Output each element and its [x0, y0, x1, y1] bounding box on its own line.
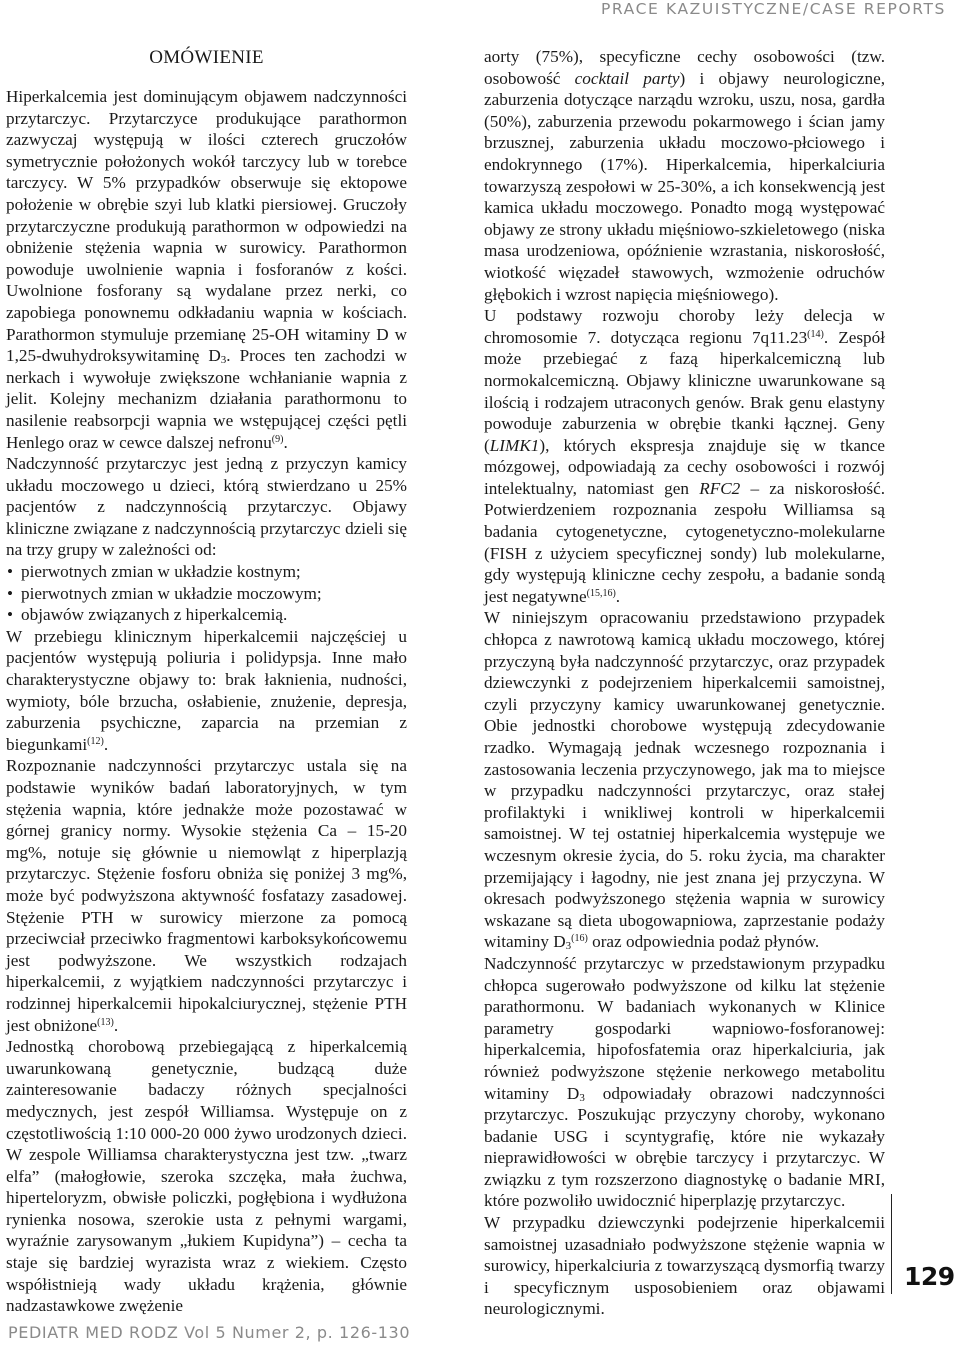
- text-span: .: [103, 734, 109, 754]
- text-span: .: [113, 1015, 119, 1035]
- citation-ref: (16): [571, 933, 588, 945]
- right-column: [484, 46, 885, 1320]
- list-item: • pierwotnych zmian w układzie moczowym;: [6, 583, 407, 605]
- subscript: 3: [220, 354, 227, 367]
- text-span: .: [615, 586, 621, 606]
- left-column: [6, 44, 407, 1317]
- citation-ref: (12): [87, 735, 104, 747]
- list-item: • objawów związanych z hiperkalcemią.: [6, 604, 407, 626]
- text-span: odpowiadały obrazowi nadczynności przytarczyc. Poszukując przyczyny choroby, wykonano badanie USG i scyntygrafię, które nie wykazały nieprawidłowości w obrębie tarczycy i przytarczyc. W związku z tym rozszerzono diagnostykę o badanie MRI, które pozwoliło uwidocznić hiperplazję przytarczyc.: [484, 1083, 885, 1211]
- paragraph-cases-intro: [484, 607, 885, 953]
- subscript: 3: [565, 940, 572, 953]
- text-span: Rozpoznanie nadczynności przytarczyc ustala się na podstawie wyników badań laboratoryjnych, w tym stężenia wapnia, które jednakże może pozostawać w górnej granicy normy. Wysokie stężenia Ca – 15-20 mg%, notuje się głównie u niemowląt z hiperplazją przytarczyc. Stężenie fosforu obniża się poniżej 3 mg%, może być podwyższona aktywność fosfatazy zasadowej. Stężenie PTH w surowicy mierzone za pomocą przeciwciał przeciwko fragmentowi karboksykońcowemu jest podwyższone. We wszystkich rodzajach hiperkalcemii, z wyjątkiem nadczynności przytarczyc i rodzinnej hiperkalcemii hipokalciurycznej, stężenie PTH jest obniżone: [6, 756, 407, 1035]
- text-span: aorty (75%), specyficzne cechy osobowości (tzw. osobowość: [484, 47, 885, 88]
- citation-ref: (15,16): [586, 587, 616, 599]
- symptom-group-list: [6, 561, 407, 626]
- text-span: U podstawy rozwoju choroby leży delecja w chromosomie 7. dotycząca regionu 7q11.23: [484, 306, 885, 347]
- paragraph-williams-syndrome: Jednostką chorobową przebiegającą z hiperkalcemią uwarunkowaną genetycznie, budzącą duże zainteresowanie badaczy różnych specjalności medycznych, jest zespół Williamsa. Występuje on z częstotliwością 1:10 000-20 000 żywo urodzonych dzieci. W zespole Williamsa charakterystyczna jest tzw. „twarz elfa” (małogłowie, szeroka szczęka, mała żuchwa, hiperteloryzm, obwisłe policzki, pogłębiona i wydłużona rynienka nosowa, szerokie usta z pełnymi wargami, wyraźnie zarysowanym „łukiem Kupidyna”) – cecha ta staje się bardziej wyrazista wraz z wiekiem. Często współistnieją wady układu krążenia, głównie nadzastawkowe zwężenie: [6, 1037, 407, 1316]
- text-span: ), których ekspresja znajduje się w tkance mózgowej, odpowiadają za cechy osobowości i rozwój intelektualny, natomiast gen: [484, 435, 885, 498]
- text-span: – za niskorosłość. Potwierdzeniem rozpoznania zespołu Williamsa są badania cytogenetyczne, cytogenetyczno-molekularne (FISH z użyciem specyficznej sondy) lub molekularne, gdy występują kliniczne cechy zespołu, a badanie sondą jest negatywne: [484, 478, 885, 606]
- text-span: . Proces ten zachodzi w nerkach i wywołuje zwiększone wchłanianie wapnia z jelit. Kolejny mechanizm działania parathormonu to nasilenie reabsorpcji wapnia we wstępującej części pętli Henlego oraz w cewce dalszej nefronu: [6, 346, 407, 452]
- text-span: .: [283, 432, 288, 452]
- text-span: W niniejszym opracowaniu przedstawiono przypadek chłopca z nawrotową kamicą układu moczowego, której przyczyną była nadczynność przytarczyc, oraz przypadek dziewczynki z podejrzeniem hiperkalcemii samoistnej, czyli przyczyny kamicy uwarunkowanej genetycznie. Obie jednostki chorobowe występują zdecydowanie rzadko. Wymagają jednak wczesnego rozpoznania i zastosowania leczenia przyczynowego, jak ma to miejsce w przypadku nadczynności przytarczyc, oraz stałej profilaktyki i wnikliwej kontroli w hiperkalcemii samoistnej. W tej ostatniej hiperkalcemia występuje we wczesnym okresie życia, do 5. roku życia, ma charakter przemijający i łagodny, nie jest znana jej przyczyna. W okresach podwyższonego stężenia wapnia w surowicy wskazane są dieta ubogowapniowa, zaprzestanie podaży witaminy D: [484, 608, 885, 952]
- paragraph-symptoms: [6, 626, 407, 756]
- citation-ref: (9): [271, 433, 284, 445]
- citation-ref: (13): [97, 1016, 114, 1028]
- paragraph-williams-features: [484, 46, 885, 305]
- running-head: PRACE KAZUISTYCZNE/CASE REPORTS: [600, 0, 946, 18]
- gene-name: RFC2: [699, 478, 741, 498]
- text-span: ) i objawy neurologiczne, zaburzenia dotyczące narządu wzroku, uszu, nosa, gardła (50%), zaburzenia przewodu pokarmowego i ścian jamy brzusznej, zaburzenia układu moczowo-płciowego i endokrynnego (17%). Hiperkalcemia, hiperkalciuria towarzyszą zespołowi w 25-30%, a ich konsekwencją jest kamica układu moczowego. Ponadto mogą występować objawy ze strony układu mięśniowo-szkieletowego (niska masa urodzeniowa, opóźnienie wzrastania, niskorosłość, wiotkość więzadeł stawowych, wzmożenie odruchów głębokich i wzrost napięcia mięśniowego).: [484, 68, 885, 304]
- footer-citation: PEDIATR MED RODZ Vol 5 Numer 2, p. 126-130: [8, 1323, 411, 1342]
- paragraph-pathophysiology: [6, 86, 407, 453]
- paragraph-diagnosis: [6, 755, 407, 1036]
- paragraph-girl-case: W przypadku dziewczynki podejrzenie hiperkalcemii samoistnej uzasadniało podwyższone stężenie wapnia w surowicy, hiperkalciuria z towarzyszącą dysmorfią twarzy i specyficznym usposobieniem oraz objawami neurologicznymi.: [484, 1213, 885, 1319]
- citation-ref: (14): [807, 328, 824, 340]
- list-item: • pierwotnych zmian w układzie kostnym;: [6, 561, 407, 583]
- page-number: 129: [904, 1262, 955, 1291]
- subscript: 3: [579, 1091, 585, 1104]
- page-number-rule: [891, 1194, 892, 1294]
- section-heading: OMÓWIENIE: [149, 47, 264, 68]
- text-span: W przebiegu klinicznym hiperkalcemii najczęściej u pacjentów występują poliuria i polidypsja. Inne mało charakterystyczne objawy to: brak łaknienia, nudności, wymioty, bóle brzucha, osłabienie, znużenie, depresja, zaburzenia psychiczne, zaparcia na przemian z biegunkami: [6, 626, 407, 754]
- text-span: . Zespół może przebiegać z fazą hiperkalcemiczną lub normokalcemiczną. Objawy kliniczne uwarunkowane są ilością i rodzajem utraconych genów. Brak genu elastyny powoduje zaburzenia w obrębie tkanki łącznej. Geny (: [484, 327, 885, 455]
- text-span: Nadczynność przytarczyc w przedstawionym przypadku chłopca sugerowało podwyższone od kilku lat stężenie parathormonu. W badaniach wykonanych w Klinice parametry gospodarki wapniowo-fosforanowej: hiperkalcemia, hipofosfatemia oraz hiperkalciuria, jak również podwyższone stężenie nerkowego metabolitu witaminy D: [484, 953, 885, 1103]
- emphasis: cocktail party: [574, 68, 680, 88]
- paragraph-clinical-groups: Nadczynność przytarczyc jest jedną z przyczyn kamicy układu moczowego u dzieci, którą stwierdzano u 25% pacjentów z nadczynnością przytarczyc. Objawy kliniczne związane z nadczynnością przytarczyc dzieli się na trzy grupy w zależności od:: [6, 454, 407, 560]
- gene-name: LIMK1: [489, 435, 540, 455]
- paragraph-genetics: [484, 305, 885, 607]
- text-span: Hiperkalcemia jest dominującym objawem nadczynności przytarczyc. Przytarczyce produkujące parathormon zazwyczaj występują w ilości czterech gruczołów symetrycznie położonych wokół tarczycy lub w torebce tarczycy. W 5% przypadków obserwuje się ektopowe położenie w obrębie szyi lub klatki piersiowej. Gruczoły przytarczyczne produkują parathormon w odpowiedzi na obniżenie stężenia wapnia w surowicy. Parathormon powoduje uwolnienie wapnia i fosforanów z kości. Uwolnione fosforany są wydalane przez nerki, co zapobiega ponownemu odkładaniu wapnia w kościach. Parathormon stymuluje przemianę 25-OH witaminy D w 1,25-dwuhydroksywitaminę D: [6, 87, 407, 366]
- text-span: oraz odpowiednia podaż płynów.: [592, 932, 820, 952]
- paragraph-boy-case: [484, 953, 885, 1212]
